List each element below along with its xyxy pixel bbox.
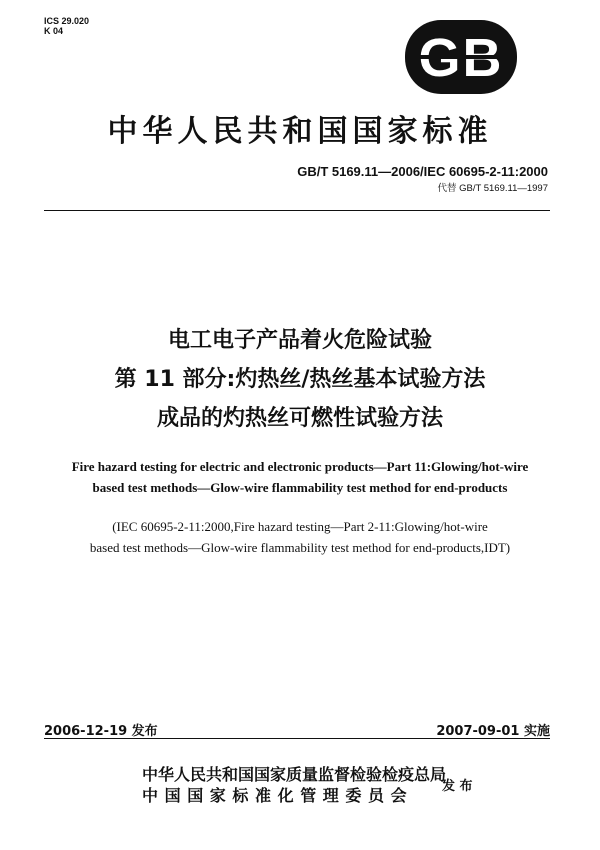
issuing-authorities bbox=[142, 764, 446, 806]
cn-title-line-2: 第 11 部分:灼热丝/热丝基本试验方法 bbox=[114, 367, 486, 392]
equivalence-note bbox=[40, 516, 560, 558]
standard-number: GB/T 5169.11—2006/IEC 60695-2-11:2000 bbox=[297, 164, 548, 179]
equivalence-line-2: based test methods—Glow-wire flammability test method for end-products,IDT) bbox=[89, 540, 511, 555]
replaces-note: 代替 GB/T 5169.11—1997 bbox=[437, 183, 548, 194]
ccs-code: K 04 bbox=[44, 26, 64, 36]
footer-divider bbox=[44, 738, 550, 739]
gb-logo-text: GB bbox=[418, 28, 504, 88]
cn-title-line-3: 成品的灼热丝可燃性试验方法 bbox=[156, 406, 443, 431]
issue-date: 2006-12-19 发布 bbox=[44, 724, 158, 739]
implementation-date: 2007-09-01 实施 bbox=[436, 724, 550, 739]
standard-title: 中华人民共和国国家标准 bbox=[107, 114, 493, 149]
cn-title-line-1: 电工电子产品着火危险试验 bbox=[167, 328, 432, 353]
header-divider bbox=[44, 210, 550, 211]
classification-codes bbox=[44, 16, 89, 36]
gb-logo bbox=[405, 20, 517, 94]
english-title bbox=[40, 456, 560, 498]
publish-label: 发 布 bbox=[442, 779, 473, 794]
english-title-line-2: based test methods—Glow-wire flammability test method for end-products bbox=[92, 480, 508, 495]
english-title-line-1: Fire hazard testing for electric and electronic products—Part 11:Glowing/hot-wire bbox=[71, 459, 529, 474]
equivalence-line-1: (IEC 60695-2-11:2000,Fire hazard testing—Part 2-11:Glowing/hot-wire bbox=[112, 519, 488, 534]
issuer-line-2: 中国国家标准化管理委员会 bbox=[142, 786, 414, 805]
issuer-line-1: 中华人民共和国国家质量监督检验检疫总局 bbox=[142, 765, 447, 784]
ics-code: ICS 29.020 bbox=[44, 16, 90, 26]
